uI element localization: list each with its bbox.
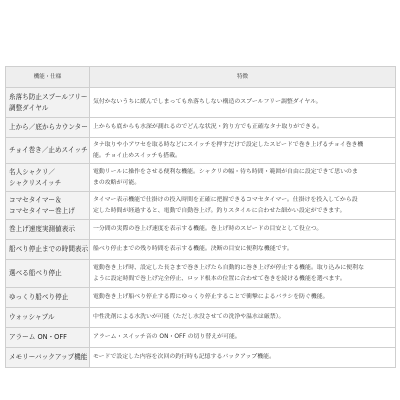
feature-cell xyxy=(6,138,90,164)
spec-body xyxy=(6,88,396,368)
detail-text: タイマー表示機能で仕掛けの投入時間を正確に把握できるコマセタイマー。仕掛けを投入してから設 xyxy=(93,196,358,203)
table-row xyxy=(6,288,396,308)
table-row xyxy=(6,192,396,220)
feature-cell xyxy=(6,88,90,118)
feature-text: チョイ巻き／止めスイッチ xyxy=(9,146,88,154)
table-row xyxy=(6,118,396,138)
detail-cell xyxy=(90,220,396,240)
detail-cell xyxy=(90,164,396,192)
detail-cell xyxy=(90,192,396,220)
detail-text: ように設定時間で巻上げ完全停止、ロッド根本の位置に合わせて巻きを続ける機能を選べます。 xyxy=(93,275,346,282)
detail-text: 一分間の実際の巻上げ速度を表示する機能。巻上げ時のスピードの目安として役立つ。 xyxy=(93,226,323,232)
detail-text: アラーム・スイッチ音の ON・OFF の切り替えが可能。 xyxy=(93,334,241,340)
detail-cell xyxy=(90,288,396,308)
feature-text: 巻上げ速度実測値表示 xyxy=(9,225,75,233)
detail-text: タナ取りや小アワセを取る時などにスイッチを押すだけで設定したスピードで巻き上げるチョイ巻き機 xyxy=(93,141,364,148)
detail-text: 上からも底からも水深が測れるのでどんな状況・釣り方でも正確なタナ取りができる。 xyxy=(93,124,323,130)
detail-text: 気付かないうちに緩んでしまっても糸落ちしない構造のスプールフリー調整ダイヤル。 xyxy=(93,99,322,105)
detail-cell xyxy=(90,348,396,368)
detail-cell xyxy=(90,260,396,288)
feature-text: コマセタイマー＆ xyxy=(9,195,62,204)
table-row xyxy=(6,348,396,368)
detail-cell xyxy=(90,308,396,328)
feature-cell xyxy=(6,348,90,368)
detail-cell xyxy=(90,138,396,164)
header-detail: 特徴 xyxy=(90,67,396,88)
feature-cell xyxy=(6,192,90,220)
table-row xyxy=(6,88,396,118)
detail-text: モードで設定した内容を次回の釣行時も記憶するバックアップ機能。 xyxy=(93,354,275,360)
table-row xyxy=(6,138,396,164)
detail-cell xyxy=(90,328,396,348)
feature-text: シャクリスイッチ xyxy=(9,178,62,187)
detail-cell xyxy=(90,240,396,260)
detail-cell xyxy=(90,88,396,118)
detail-cell xyxy=(90,118,396,138)
feature-cell xyxy=(6,328,90,348)
detail-text: 電動巻き上げ船べり停止する際にゆっくり停止することで衝撃によるバラシを防ぐ機能。 xyxy=(93,294,329,300)
feature-cell xyxy=(6,118,90,138)
feature-text: 調整ダイヤル xyxy=(9,103,49,112)
header-row xyxy=(6,67,396,88)
feature-text: メモリーバックアップ機能 xyxy=(9,353,88,361)
feature-text: 上から／底からカウンター xyxy=(9,123,88,131)
detail-text: 能。チョイ止めスイッチも搭載。 xyxy=(93,152,181,159)
table-row xyxy=(6,260,396,288)
feature-cell xyxy=(6,288,90,308)
table-row xyxy=(6,220,396,240)
feature-text: 船べり停止までの時間表示 xyxy=(9,245,89,253)
feature-cell xyxy=(6,260,90,288)
header-feature: 機能・仕様 xyxy=(6,67,90,88)
spec-table xyxy=(5,66,396,368)
detail-text: 定した時間が経過すると、電動で自動巻上げ。釣りスタイルに合わせた細かい設定ができます。 xyxy=(93,207,346,214)
table-row xyxy=(6,328,396,348)
table-row xyxy=(6,308,396,328)
feature-text: ゆっくり船べり停止 xyxy=(9,293,69,301)
feature-cell xyxy=(6,220,90,240)
detail-text: 船べり停止までの残り時間を表示する機能。決断の目安に便利な機能です。 xyxy=(93,246,293,252)
feature-text: 選べる船べり停止 xyxy=(9,269,62,277)
detail-text: 電動巻き上げ時、設定した長さまで巻き上げたら自動的に巻き上げが停止する機能。取り込みに便利な xyxy=(93,264,364,271)
detail-text: 電動リールに操作をさせる便利な機能。シャクリの幅・待ち時間・範囲が自由に設定できて思いのま xyxy=(93,168,358,175)
feature-cell xyxy=(6,164,90,192)
table-row xyxy=(6,240,396,260)
table-row xyxy=(6,164,396,192)
feature-text: アラーム ON・OFF xyxy=(9,333,67,341)
feature-text: ウォッシャブル xyxy=(9,313,55,321)
feature-text: コマセタイマー巻上げ xyxy=(9,206,75,215)
detail-text: 中性洗剤による水洗いが可能（ただし水没させての洗浄や温水は厳禁）。 xyxy=(93,314,285,320)
detail-text: まの攻略が可能。 xyxy=(93,179,141,186)
feature-cell xyxy=(6,240,90,260)
feature-text: 名人シャクリ／ xyxy=(9,167,56,176)
feature-text: 糸落ち防止スプールフリー xyxy=(9,92,88,101)
feature-cell xyxy=(6,308,90,328)
